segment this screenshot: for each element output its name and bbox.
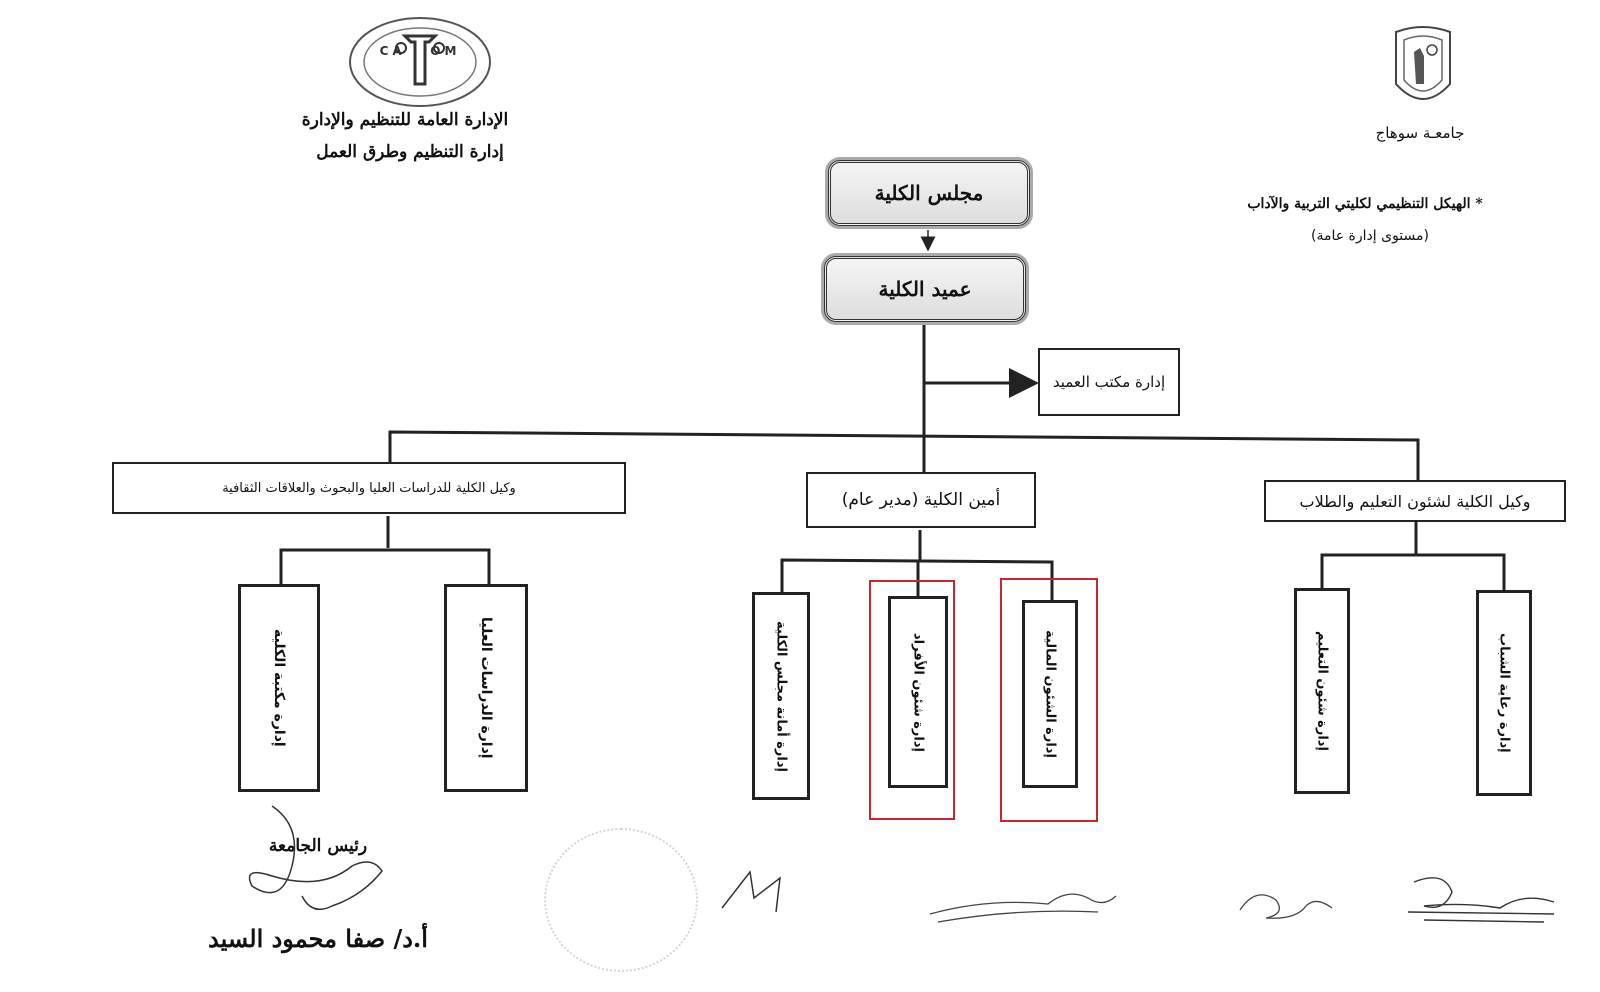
dean-office-label: إدارة مكتب العميد [1052,373,1166,391]
personnel-dept-label: إدارة شئون الأفراد [910,632,926,752]
header-org-name: الإدارة العامة للتنظيم والإدارة [301,110,509,130]
header-dept-name: إدارة التنظيم وطرق العمل [316,142,504,162]
signature-mark-3 [1236,880,1346,930]
vice-dean-graduate-box [112,462,626,514]
university-name: جامعـة سوهاج [1375,124,1465,142]
vice-dean-education-box [1264,480,1566,522]
university-crest [1388,22,1458,114]
dean-office-box [1038,348,1180,416]
library-dept-box [238,584,320,792]
signature-mark-4 [1404,872,1560,936]
youth-welfare-dept-label: إدارة رعاية الشباب [1496,633,1512,753]
signature-mark-1 [720,868,800,918]
youth-welfare-dept-box [1476,590,1532,796]
dean-box [824,256,1026,322]
library-dept-label: إدارة مكتبة الكلية [271,629,287,747]
official-stamp-faded [544,828,698,972]
highlight-financial [1000,578,1098,822]
secretary-label: أمين الكلية (مدير عام) [841,490,1001,510]
highlight-personnel [869,580,955,820]
secretary-box [806,472,1036,528]
structure-title: * الهيكل التنظيمي لكليتي التربية والآداب [1247,196,1483,212]
graduate-studies-dept-box [444,584,528,792]
graduate-studies-dept-label: إدارة الدراسات العليا [478,617,494,759]
education-affairs-dept-box [1294,588,1350,794]
education-affairs-dept-label: إدارة شئون التعليم [1314,631,1330,751]
president-signature [232,796,422,926]
capmas-logo [345,14,495,114]
dean-label: عميد الكلية [878,277,972,301]
college-council-label: مجلس الكلية [874,181,984,205]
signature-mark-2 [928,878,1118,928]
vice-dean-graduate-label: وكيل الكلية للدراسات العليا والبحوث والعلاقات الثقافية [222,480,516,496]
president-title: رئيس الجامعة [268,836,368,856]
vice-dean-education-label: وكيل الكلية لشئون التعليم والطلاب [1299,491,1531,511]
president-name: أ.د/ صفا محمود السيد [208,924,428,953]
logo-lettering: CA OM [379,44,461,58]
college-council-box [828,160,1030,226]
council-secretariat-dept-label: إدارة أمانة مجلس الكلية [773,620,789,772]
structure-level: (مستوى إدارة عامة) [1311,228,1429,244]
financial-dept-label: إدارة الشئون المالية [1042,630,1058,758]
council-secretariat-dept-box [752,592,810,800]
